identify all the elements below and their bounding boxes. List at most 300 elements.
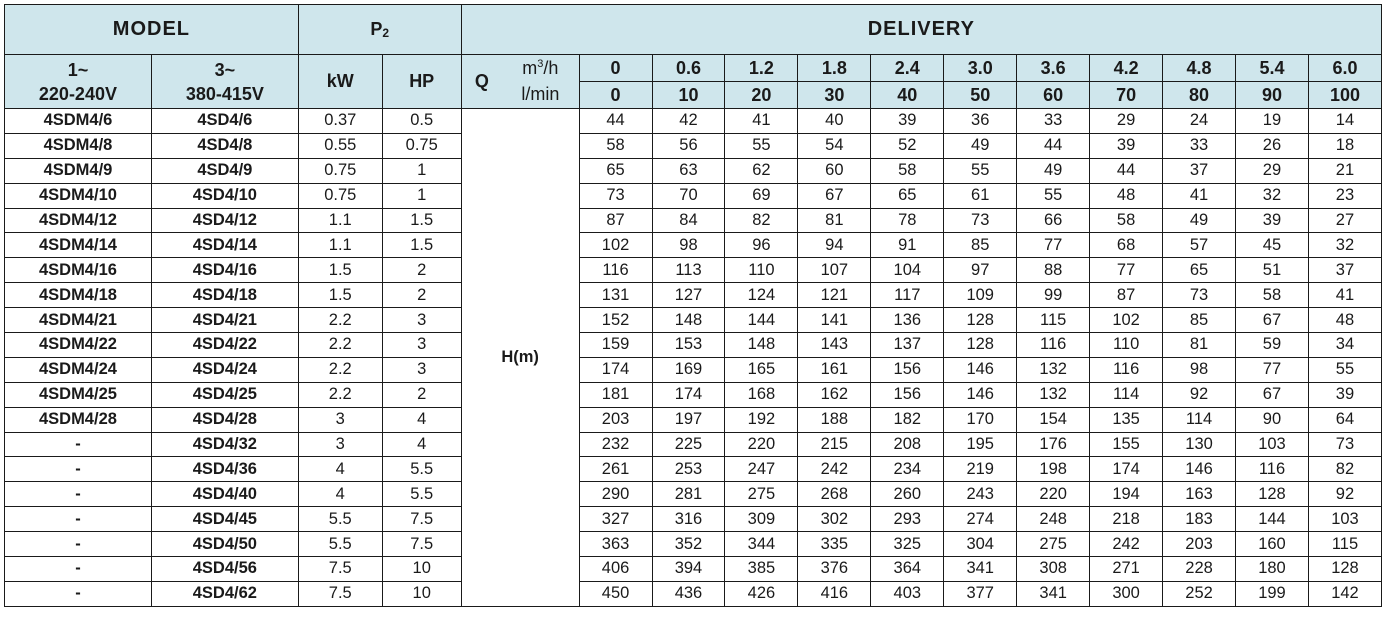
head-value-cell: 19 [1236,109,1309,134]
head-value-cell: 121 [798,283,871,308]
model-single-phase-cell: 4SDM4/22 [5,333,152,358]
head-value-cell: 261 [579,457,652,482]
head-value-cell: 243 [944,482,1017,507]
head-value-cell: 59 [1236,333,1309,358]
model-single-phase-cell: 4SDM4/25 [5,382,152,407]
head-value-cell: 130 [1163,432,1236,457]
table-row [5,407,1382,432]
head-value-cell: 41 [1308,283,1381,308]
head-value-cell: 197 [652,407,725,432]
power-kw-cell: 4 [298,457,382,482]
table-row [5,532,1382,557]
power-hp-cell: 3 [382,308,461,333]
model-single-phase-cell: - [5,581,152,606]
head-value-cell: 304 [944,532,1017,557]
head-value-cell: 63 [652,158,725,183]
model-three-phase-cell: 4SD4/22 [151,333,298,358]
flow-q-label: Q [461,55,502,109]
flow-lmin-cell: 60 [1017,82,1090,109]
head-value-cell: 155 [1090,432,1163,457]
table-row [5,557,1382,582]
hp-header: HP [382,55,461,109]
head-value-cell: 335 [798,532,871,557]
head-value-cell: 268 [798,482,871,507]
head-value-cell: 174 [579,357,652,382]
head-value-cell: 99 [1017,283,1090,308]
head-value-cell: 55 [1017,183,1090,208]
head-value-cell: 85 [944,233,1017,258]
power-hp-cell: 7.5 [382,532,461,557]
head-label: H(m) [461,109,579,607]
head-value-cell: 436 [652,581,725,606]
table-row [5,208,1382,233]
model-header: MODEL [5,5,299,55]
model-single-phase-cell: 4SDM4/24 [5,357,152,382]
power-hp-cell: 0.75 [382,133,461,158]
head-value-cell: 78 [871,208,944,233]
head-value-cell: 82 [725,208,798,233]
power-hp-cell: 5.5 [382,482,461,507]
head-value-cell: 152 [579,308,652,333]
head-value-cell: 102 [1090,308,1163,333]
head-value-cell: 275 [1017,532,1090,557]
head-value-cell: 203 [579,407,652,432]
head-value-cell: 146 [944,357,1017,382]
head-value-cell: 271 [1090,557,1163,582]
flow-m3h-cell: 5.4 [1236,55,1309,82]
head-value-cell: 215 [798,432,871,457]
head-value-cell: 44 [1017,133,1090,158]
head-value-cell: 97 [944,258,1017,283]
head-value-cell: 67 [1236,382,1309,407]
performance-table [4,4,1382,607]
head-value-cell: 183 [1163,507,1236,532]
head-value-cell: 161 [798,357,871,382]
model-single-phase-cell: 4SDM4/10 [5,183,152,208]
head-value-cell: 73 [1163,283,1236,308]
flow-m3h-cell: 2.4 [871,55,944,82]
head-value-cell: 98 [652,233,725,258]
model-three-phase-cell: 4SD4/62 [151,581,298,606]
table-row [5,258,1382,283]
table-row [5,333,1382,358]
head-value-cell: 142 [1308,581,1381,606]
head-value-cell: 65 [1163,258,1236,283]
table-row [5,357,1382,382]
head-value-cell: 198 [1017,457,1090,482]
head-value-cell: 170 [944,407,1017,432]
flow-lmin-cell: 40 [871,82,944,109]
head-value-cell: 327 [579,507,652,532]
model-single-phase-cell: - [5,432,152,457]
head-value-cell: 33 [1163,133,1236,158]
power-hp-cell: 1 [382,158,461,183]
head-value-cell: 148 [725,333,798,358]
model-single-phase-cell: 4SDM4/6 [5,109,152,134]
power-kw-cell: 0.55 [298,133,382,158]
head-value-cell: 128 [944,308,1017,333]
power-kw-cell: 4 [298,482,382,507]
model-three-phase-cell: 4SD4/32 [151,432,298,457]
head-value-cell: 341 [944,557,1017,582]
head-value-cell: 77 [1017,233,1090,258]
head-value-cell: 55 [944,158,1017,183]
head-value-cell: 309 [725,507,798,532]
head-value-cell: 116 [579,258,652,283]
head-value-cell: 302 [798,507,871,532]
head-value-cell: 39 [1090,133,1163,158]
head-value-cell: 44 [1090,158,1163,183]
head-value-cell: 203 [1163,532,1236,557]
head-value-cell: 21 [1308,158,1381,183]
head-value-cell: 225 [652,432,725,457]
head-value-cell: 154 [1017,407,1090,432]
table-row [5,233,1382,258]
head-value-cell: 58 [871,158,944,183]
head-value-cell: 377 [944,581,1017,606]
three-phase-header [151,55,298,109]
head-value-cell: 85 [1163,308,1236,333]
table-row [5,133,1382,158]
power-kw-cell: 2.2 [298,308,382,333]
head-value-cell: 57 [1163,233,1236,258]
model-three-phase-cell: 4SD4/12 [151,208,298,233]
unit-m3h: $m^3/h$ [502,55,579,82]
flow-m3h-cell: 4.2 [1090,55,1163,82]
head-value-cell: 260 [871,482,944,507]
model-single-phase-cell: - [5,532,152,557]
model-three-phase-cell: 4SD4/8 [151,133,298,158]
head-value-cell: 344 [725,532,798,557]
head-value-cell: 192 [725,407,798,432]
head-value-cell: 208 [871,432,944,457]
table-row [5,158,1382,183]
three-phase-symbol: 3~ [214,59,236,80]
head-value-cell: 135 [1090,407,1163,432]
head-value-cell: 49 [1163,208,1236,233]
power-hp-cell: 3 [382,333,461,358]
head-value-cell: 18 [1308,133,1381,158]
head-value-cell: 66 [1017,208,1090,233]
head-value-cell: 195 [944,432,1017,457]
head-value-cell: 248 [1017,507,1090,532]
head-value-cell: 60 [798,158,871,183]
flow-m3h-cell: 1.2 [725,55,798,82]
head-value-cell: 39 [871,109,944,134]
power-hp-cell: 10 [382,581,461,606]
kw-header: kW [298,55,382,109]
head-value-cell: 159 [579,333,652,358]
head-value-cell: 24 [1163,109,1236,134]
head-value-cell: 58 [1090,208,1163,233]
head-value-cell: 81 [1163,333,1236,358]
table-row [5,581,1382,606]
head-value-cell: 153 [652,333,725,358]
head-value-cell: 110 [1090,333,1163,358]
head-value-cell: 87 [579,208,652,233]
unit-lmin: l/min [502,82,579,109]
power-kw-cell: 1.5 [298,258,382,283]
head-value-cell: 274 [944,507,1017,532]
head-value-cell: 84 [652,208,725,233]
head-value-cell: 146 [1163,457,1236,482]
head-value-cell: 308 [1017,557,1090,582]
head-value-cell: 220 [1017,482,1090,507]
model-single-phase-cell: 4SDM4/12 [5,208,152,233]
power-hp-cell: 1 [382,183,461,208]
head-value-cell: 293 [871,507,944,532]
head-value-cell: 194 [1090,482,1163,507]
header-row-main [5,5,1382,55]
head-value-cell: 51 [1236,258,1309,283]
head-value-cell: 77 [1236,357,1309,382]
single-phase-voltage: 220-240V [38,83,117,104]
head-value-cell: 127 [652,283,725,308]
flow-lmin-cell: 50 [944,82,1017,109]
head-value-cell: 92 [1163,382,1236,407]
head-value-cell: 81 [798,208,871,233]
head-value-cell: 403 [871,581,944,606]
head-value-cell: 385 [725,557,798,582]
power-kw-cell: 0.37 [298,109,382,134]
head-value-cell: 394 [652,557,725,582]
head-value-cell: 364 [871,557,944,582]
flow-m3h-cell: 1.8 [798,55,871,82]
flow-m3h-cell: 6.0 [1308,55,1381,82]
head-value-cell: 181 [579,382,652,407]
head-value-cell: 49 [944,133,1017,158]
power-hp-cell: 3 [382,357,461,382]
table-body [5,5,1382,607]
power-kw-cell: 2.2 [298,357,382,382]
flow-lmin-cell: 0 [579,82,652,109]
head-value-cell: 174 [652,382,725,407]
head-value-cell: 228 [1163,557,1236,582]
head-value-cell: 148 [652,308,725,333]
head-value-cell: 103 [1236,432,1309,457]
head-value-cell: 132 [1017,382,1090,407]
power-hp-cell: 5.5 [382,457,461,482]
head-value-cell: 37 [1163,158,1236,183]
head-value-cell: 253 [652,457,725,482]
head-value-cell: 115 [1017,308,1090,333]
flow-lmin-cell: 20 [725,82,798,109]
head-value-cell: 103 [1308,507,1381,532]
power-hp-cell: 4 [382,432,461,457]
power-hp-cell: 10 [382,557,461,582]
head-value-cell: 232 [579,432,652,457]
head-value-cell: 117 [871,283,944,308]
power-kw-cell: 7.5 [298,557,382,582]
head-value-cell: 199 [1236,581,1309,606]
head-value-cell: 188 [798,407,871,432]
head-value-cell: 73 [579,183,652,208]
single-phase-header [5,55,152,109]
head-value-cell: 45 [1236,233,1309,258]
head-value-cell: 218 [1090,507,1163,532]
head-value-cell: 67 [798,183,871,208]
flow-lmin-cell: 90 [1236,82,1309,109]
model-three-phase-cell: 4SD4/50 [151,532,298,557]
header-row-flow-m3h [5,55,1382,82]
head-value-cell: 144 [725,308,798,333]
head-value-cell: 109 [944,283,1017,308]
head-value-cell: 90 [1236,407,1309,432]
head-value-cell: 96 [725,233,798,258]
head-value-cell: 77 [1090,258,1163,283]
head-value-cell: 29 [1236,158,1309,183]
head-value-cell: 68 [1090,233,1163,258]
power-hp-cell: 7.5 [382,507,461,532]
head-value-cell: 56 [652,133,725,158]
power-kw-cell: 3 [298,407,382,432]
head-value-cell: 39 [1308,382,1381,407]
head-value-cell: 220 [725,432,798,457]
head-value-cell: 406 [579,557,652,582]
head-value-cell: 316 [652,507,725,532]
head-value-cell: 114 [1090,382,1163,407]
head-value-cell: 92 [1308,482,1381,507]
head-value-cell: 27 [1308,208,1381,233]
head-value-cell: 102 [579,233,652,258]
model-three-phase-cell: 4SD4/28 [151,407,298,432]
model-three-phase-cell: 4SD4/40 [151,482,298,507]
head-value-cell: 113 [652,258,725,283]
model-single-phase-cell: - [5,482,152,507]
head-value-cell: 42 [652,109,725,134]
flow-lmin-cell: 80 [1163,82,1236,109]
head-value-cell: 174 [1090,457,1163,482]
head-value-cell: 107 [798,258,871,283]
head-value-cell: 69 [725,183,798,208]
flow-lmin-cell: 70 [1090,82,1163,109]
power-kw-cell: 5.5 [298,507,382,532]
head-value-cell: 48 [1090,183,1163,208]
model-three-phase-cell: 4SD4/25 [151,382,298,407]
power-kw-cell: 1.5 [298,283,382,308]
head-value-cell: 128 [944,333,1017,358]
power-header [298,5,461,55]
model-three-phase-cell: 4SD4/10 [151,183,298,208]
head-value-cell: 87 [1090,283,1163,308]
table-row [5,283,1382,308]
table-row [5,482,1382,507]
head-value-cell: 91 [871,233,944,258]
head-value-cell: 247 [725,457,798,482]
head-value-cell: 234 [871,457,944,482]
head-value-cell: 131 [579,283,652,308]
head-value-cell: 156 [871,357,944,382]
head-value-cell: 376 [798,557,871,582]
table-row [5,507,1382,532]
model-single-phase-cell: 4SDM4/28 [5,407,152,432]
three-phase-voltage: 380-415V [185,83,264,104]
head-value-cell: 94 [798,233,871,258]
head-value-cell: 160 [1236,532,1309,557]
model-single-phase-cell: 4SDM4/14 [5,233,152,258]
power-kw-cell: 1.1 [298,233,382,258]
power-symbol: P [370,19,383,39]
head-value-cell: 341 [1017,581,1090,606]
head-value-cell: 242 [1090,532,1163,557]
flow-m3h-cell: 3.6 [1017,55,1090,82]
head-value-cell: 114 [1163,407,1236,432]
head-value-cell: 39 [1236,208,1309,233]
table-row [5,432,1382,457]
head-value-cell: 363 [579,532,652,557]
head-value-cell: 252 [1163,581,1236,606]
head-value-cell: 169 [652,357,725,382]
head-value-cell: 36 [944,109,1017,134]
head-value-cell: 98 [1163,357,1236,382]
head-value-cell: 23 [1308,183,1381,208]
model-three-phase-cell: 4SD4/21 [151,308,298,333]
head-value-cell: 67 [1236,308,1309,333]
head-value-cell: 32 [1308,233,1381,258]
head-value-cell: 141 [798,308,871,333]
head-value-cell: 62 [725,158,798,183]
head-value-cell: 58 [1236,283,1309,308]
flow-m3h-cell: 0 [579,55,652,82]
model-three-phase-cell: 4SD4/6 [151,109,298,134]
head-value-cell: 137 [871,333,944,358]
head-value-cell: 136 [871,308,944,333]
delivery-header: DELIVERY [461,5,1381,55]
model-single-phase-cell: 4SDM4/18 [5,283,152,308]
head-value-cell: 44 [579,109,652,134]
power-kw-cell: 3 [298,432,382,457]
head-value-cell: 116 [1017,333,1090,358]
head-value-cell: 128 [1308,557,1381,582]
model-three-phase-cell: 4SD4/14 [151,233,298,258]
model-three-phase-cell: 4SD4/18 [151,283,298,308]
model-single-phase-cell: 4SDM4/9 [5,158,152,183]
power-hp-cell: 2 [382,382,461,407]
head-value-cell: 73 [944,208,1017,233]
power-hp-cell: 4 [382,407,461,432]
model-single-phase-cell: 4SDM4/21 [5,308,152,333]
table-row [5,308,1382,333]
head-value-cell: 156 [871,382,944,407]
table-row [5,183,1382,208]
head-value-cell: 180 [1236,557,1309,582]
head-value-cell: 182 [871,407,944,432]
model-three-phase-cell: 4SD4/24 [151,357,298,382]
table-row [5,109,1382,134]
power-hp-cell: 2 [382,258,461,283]
head-value-cell: 82 [1308,457,1381,482]
head-value-cell: 64 [1308,407,1381,432]
head-value-cell: 40 [798,109,871,134]
head-value-cell: 144 [1236,507,1309,532]
flow-lmin-cell: 30 [798,82,871,109]
head-value-cell: 300 [1090,581,1163,606]
head-value-cell: 54 [798,133,871,158]
power-kw-cell: 0.75 [298,183,382,208]
head-value-cell: 426 [725,581,798,606]
model-single-phase-cell: - [5,507,152,532]
power-hp-cell: 2 [382,283,461,308]
power-kw-cell: 2.2 [298,333,382,358]
head-value-cell: 52 [871,133,944,158]
head-value-cell: 325 [871,532,944,557]
head-value-cell: 116 [1236,457,1309,482]
head-value-cell: 132 [1017,357,1090,382]
power-hp-cell: 0.5 [382,109,461,134]
head-value-cell: 219 [944,457,1017,482]
power-hp-cell: 1.5 [382,233,461,258]
power-kw-cell: 7.5 [298,581,382,606]
